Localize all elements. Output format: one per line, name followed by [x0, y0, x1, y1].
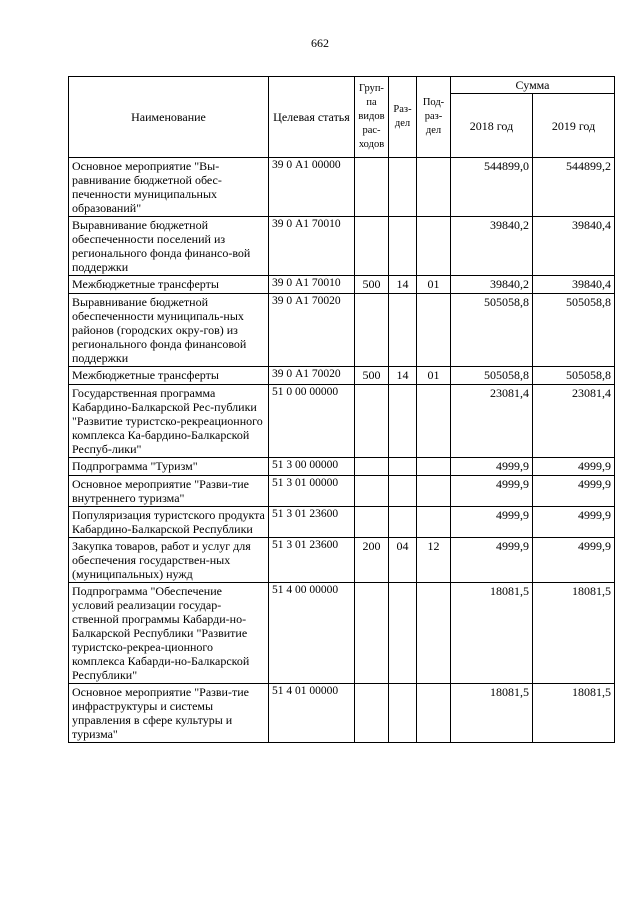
row-target-code: 51 3 01 23600: [269, 538, 355, 583]
row-sum-2019: 18081,5: [533, 583, 615, 684]
table-row: [69, 538, 615, 583]
row-sum-2018: 18081,5: [451, 583, 533, 684]
row-section: [389, 385, 417, 458]
row-sum-2019: 4999,9: [533, 458, 615, 476]
row-subsection: [417, 476, 451, 507]
header-subsection: Под-раз-дел: [417, 77, 451, 158]
row-target-code: 51 3 01 23600: [269, 507, 355, 538]
row-expense-group: [355, 684, 389, 743]
table-row: [69, 507, 615, 538]
row-expense-group: 500: [355, 367, 389, 385]
header-target: Целевая статья: [269, 77, 355, 158]
row-target-code: 39 0 А1 70020: [269, 294, 355, 367]
row-name: Подпрограмма "Туризм": [69, 458, 269, 476]
table-body: [69, 158, 615, 743]
row-sum-2018: 4999,9: [451, 538, 533, 583]
row-expense-group: [355, 385, 389, 458]
row-sum-2018: 39840,2: [451, 276, 533, 294]
row-sum-2019: 39840,4: [533, 276, 615, 294]
row-target-code: 39 0 А1 70010: [269, 217, 355, 276]
row-section: [389, 507, 417, 538]
row-sum-2019: 23081,4: [533, 385, 615, 458]
row-name: Основное мероприятие "Разви-тие внутреннего туризма": [69, 476, 269, 507]
row-subsection: [417, 684, 451, 743]
row-name: Основное мероприятие "Вы-равнивание бюджетной обес-печенности муниципальных образований": [69, 158, 269, 217]
row-target-code: 39 0 А1 70010: [269, 276, 355, 294]
row-expense-group: [355, 583, 389, 684]
row-sum-2019: 4999,9: [533, 507, 615, 538]
table-row: [69, 476, 615, 507]
header-year-2019: 2019 год: [533, 94, 615, 158]
row-section: [389, 158, 417, 217]
row-name: Подпрограмма "Обеспечение условий реализации государ-ственной программы Кабарди-но-Балкарской Республики "Развитие туристско-рекреа-ционного комплекса Кабарди-но-Балкарской Республики": [69, 583, 269, 684]
row-target-code: 39 0 А1 70020: [269, 367, 355, 385]
row-subsection: 01: [417, 276, 451, 294]
row-subsection: [417, 217, 451, 276]
row-subsection: 01: [417, 367, 451, 385]
header-name: Наименование: [69, 77, 269, 158]
header-expense-group: Груп-па видов рас-ходов: [355, 77, 389, 158]
row-sum-2019: 544899,2: [533, 158, 615, 217]
row-sum-2019: 4999,9: [533, 538, 615, 583]
row-name: Популяризация туристского продукта Кабардино-Балкарской Республики: [69, 507, 269, 538]
table-row: [69, 158, 615, 217]
row-name: Основное мероприятие "Разви-тие инфраструктуры и системы управления в сфере культуры и туризма": [69, 684, 269, 743]
table-row: [69, 684, 615, 743]
table-row: [69, 367, 615, 385]
row-sum-2019: 18081,5: [533, 684, 615, 743]
row-section: 14: [389, 276, 417, 294]
row-expense-group: [355, 507, 389, 538]
row-subsection: 12: [417, 538, 451, 583]
row-subsection: [417, 458, 451, 476]
row-expense-group: [355, 476, 389, 507]
row-sum-2018: 544899,0: [451, 158, 533, 217]
row-target-code: 39 0 А1 00000: [269, 158, 355, 217]
table-row: [69, 217, 615, 276]
row-expense-group: 200: [355, 538, 389, 583]
row-sum-2018: 39840,2: [451, 217, 533, 276]
row-name: Государственная программа Кабардино-Балкарской Рес-публики "Развитие туристско-рекреационного комплекса Ка-бардино-Балкарской Респуб-лики": [69, 385, 269, 458]
row-target-code: 51 0 00 00000: [269, 385, 355, 458]
row-subsection: [417, 385, 451, 458]
row-expense-group: [355, 458, 389, 476]
row-section: [389, 684, 417, 743]
row-subsection: [417, 507, 451, 538]
row-expense-group: [355, 217, 389, 276]
row-section: [389, 458, 417, 476]
row-section: [389, 476, 417, 507]
row-target-code: 51 3 01 00000: [269, 476, 355, 507]
row-subsection: [417, 294, 451, 367]
row-sum-2018: 18081,5: [451, 684, 533, 743]
row-section: [389, 294, 417, 367]
row-name: Выравнивание бюджетной обеспеченности поселений из регионального фонда финансо-вой поддержки: [69, 217, 269, 276]
row-section: 04: [389, 538, 417, 583]
table-row: [69, 294, 615, 367]
table-row: [69, 385, 615, 458]
row-sum-2019: 505058,8: [533, 367, 615, 385]
row-subsection: [417, 583, 451, 684]
row-section: 14: [389, 367, 417, 385]
row-name: Закупка товаров, работ и услуг для обеспечения государствен-ных (муниципальных) нужд: [69, 538, 269, 583]
header-year-2018: 2018 год: [451, 94, 533, 158]
row-section: [389, 217, 417, 276]
row-expense-group: [355, 294, 389, 367]
row-sum-2019: 505058,8: [533, 294, 615, 367]
table-row: [69, 276, 615, 294]
row-sum-2018: 505058,8: [451, 367, 533, 385]
row-sum-2018: 4999,9: [451, 507, 533, 538]
row-name: Межбюджетные трансферты: [69, 367, 269, 385]
page-number: 662: [311, 36, 329, 50]
row-target-code: 51 4 01 00000: [269, 684, 355, 743]
header-section: Раз-дел: [389, 77, 417, 158]
row-name: Выравнивание бюджетной обеспеченности муниципаль-ных районов (городских окру-гов) из регионального фонда финансовой поддержки: [69, 294, 269, 367]
row-sum-2018: 23081,4: [451, 385, 533, 458]
row-section: [389, 583, 417, 684]
table-row: [69, 458, 615, 476]
row-name: Межбюджетные трансферты: [69, 276, 269, 294]
row-expense-group: [355, 158, 389, 217]
header-sum: Сумма: [451, 77, 615, 94]
budget-table: [68, 76, 615, 743]
row-subsection: [417, 158, 451, 217]
row-target-code: 51 3 00 00000: [269, 458, 355, 476]
row-sum-2019: 4999,9: [533, 476, 615, 507]
row-sum-2018: 505058,8: [451, 294, 533, 367]
row-sum-2018: 4999,9: [451, 458, 533, 476]
row-sum-2019: 39840,4: [533, 217, 615, 276]
row-expense-group: 500: [355, 276, 389, 294]
table-row: [69, 583, 615, 684]
row-target-code: 51 4 00 00000: [269, 583, 355, 684]
row-sum-2018: 4999,9: [451, 476, 533, 507]
